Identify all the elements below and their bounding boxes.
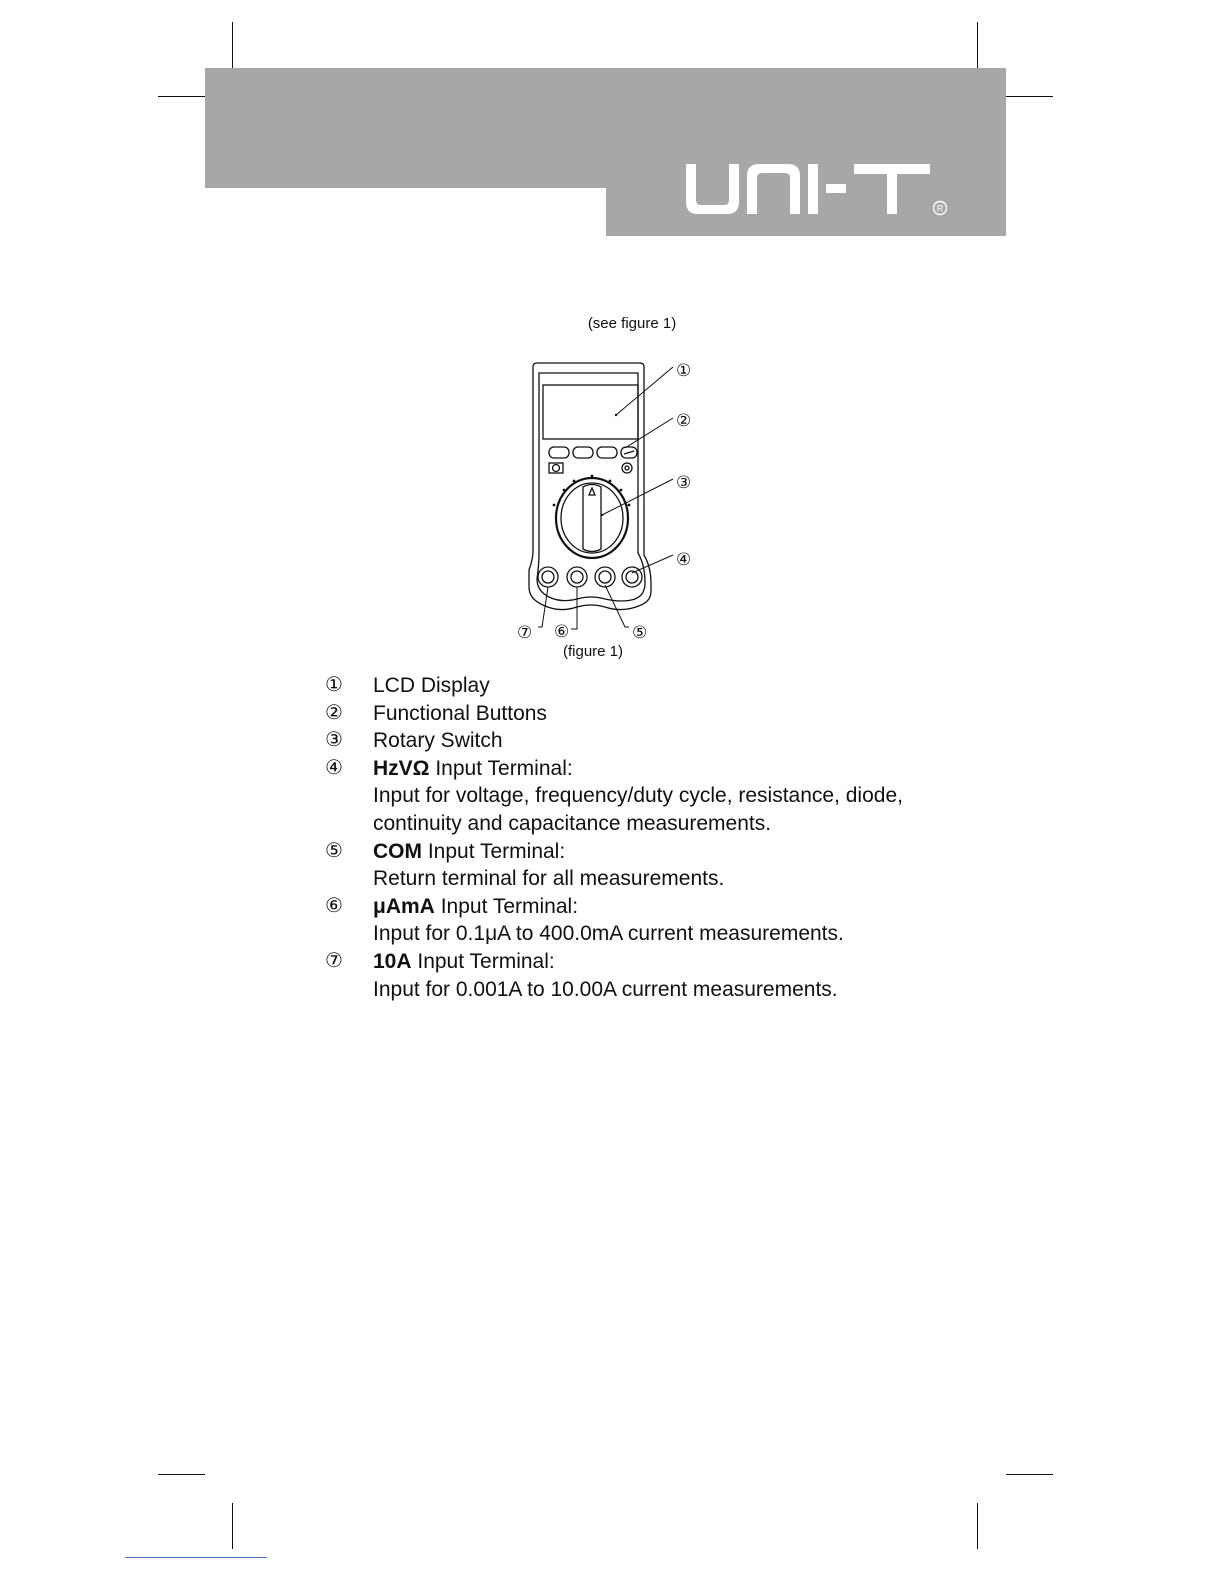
- crop-mark-bottom-left-horizontal: [158, 1474, 205, 1475]
- crop-mark-top-right-vertical: [977, 22, 978, 68]
- legend-number: ③: [325, 729, 343, 752]
- callout-4: ④: [676, 550, 692, 570]
- crop-mark-bottom-left-vertical: [232, 1503, 233, 1549]
- crop-mark-top-left-vertical: [232, 22, 233, 68]
- legend-title: Input Terminal:: [422, 839, 566, 863]
- figure-reference: (see figure 1): [587, 315, 677, 332]
- callout-7: ⑦: [517, 623, 533, 643]
- legend-item-functional-buttons: [325, 700, 925, 728]
- legend-number: ①: [325, 674, 343, 696]
- legend-item-lcd-display: [325, 672, 925, 700]
- terminal-name: μAmA: [373, 894, 435, 918]
- legend-number: ②: [325, 701, 343, 724]
- legend-description: Input for 0.1μA to 400.0mA current measurements.: [373, 922, 844, 946]
- legend-number: ⑤: [325, 839, 343, 862]
- legend-title: Functional Buttons: [373, 701, 547, 725]
- callout-5: ⑤: [632, 623, 648, 643]
- callout-3: ③: [676, 473, 692, 493]
- crop-mark-bottom-right-horizontal: [1006, 1474, 1053, 1475]
- legend-title: Input Terminal:: [411, 949, 555, 973]
- legend-item-com-terminal: [325, 838, 925, 893]
- legend-item-rotary-switch: [325, 727, 925, 755]
- crop-mark-bottom-right-vertical: [977, 1503, 978, 1549]
- crop-mark-top-right-horizontal: [1006, 96, 1053, 97]
- legend-title: Input Terminal:: [434, 894, 579, 918]
- callout-2: ②: [676, 411, 692, 431]
- legend-item-uama-terminal: [325, 893, 925, 948]
- legend-description: Return terminal for all measurements.: [373, 867, 725, 891]
- legend-number: ⑦: [325, 949, 343, 972]
- legend-title: LCD Display: [373, 674, 490, 697]
- legend-number: ⑥: [325, 894, 343, 917]
- multimeter-diagram: [505, 355, 705, 645]
- legend-title: Input Terminal:: [429, 756, 573, 780]
- footer-rule: [125, 1557, 267, 1558]
- legend-item-hzvohm-terminal: [325, 755, 925, 838]
- uni-t-logo: [684, 162, 954, 218]
- legend-description: Input for voltage, frequency/duty cycle, resistance, diode, continuity and capacitance measurements.: [373, 784, 903, 835]
- callout-6: ⑥: [554, 622, 570, 642]
- figure-caption: (figure 1): [562, 643, 624, 660]
- terminal-name: HzVΩ: [373, 756, 430, 780]
- terminal-name: 10A: [373, 949, 412, 973]
- legend-title: Rotary Switch: [373, 729, 503, 753]
- legend-item-10a-terminal: [325, 948, 925, 1003]
- terminal-legend: [325, 672, 925, 1003]
- callout-1: ①: [676, 361, 692, 381]
- crop-mark-top-left-horizontal: [158, 96, 205, 97]
- terminal-name: COM: [373, 839, 422, 863]
- registered-mark: R: [936, 203, 944, 214]
- legend-number: ④: [325, 756, 343, 779]
- legend-description: Input for 0.001A to 10.00A current measurements.: [373, 977, 838, 1001]
